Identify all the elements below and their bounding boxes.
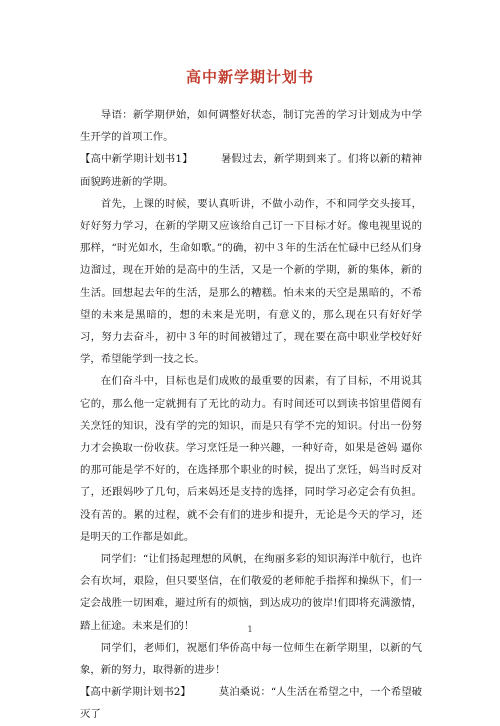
section-1-heading-line	[80, 148, 422, 192]
body-paragraph-1: 首先，上课的时候，要认真听讲，不做小动作，不和同学交头接耳，好好努力学习，在新的学期又应该给自己订一下目标才好。像电视里说的那样，“时光如水，生命如歌。”的确，初中３年的生活在忙碌中已经从们身边溜过，现在开始的是高中的生活，又是一个新的学期，新的集体，新的生活。回想起去年的生活，是那么的糟糕。怕未来的天空是黑暗的，不希望的未来是黑暗的，想的未来是光明，有意义的，那么现在只有好好学习，努力去奋斗，初中３年的时间被错过了，现在要在高中职业学校好好学，希望能学到一技之长。	[80, 197, 422, 366]
section-2-heading-line	[80, 681, 422, 725]
section-2-heading: 【高中新学期计划书2】	[80, 686, 191, 699]
intro-paragraph: 导语：新学期伊始，如何调整好状态，制订完善的学习计划成为中学生开学的首项工作。	[80, 109, 422, 144]
section-2-lead-text: 莫泊桑说：“人生活在希望之中，一个希望破灭了	[80, 686, 422, 721]
page-number: 1	[247, 625, 253, 634]
body-paragraph-4: 同学们，老师们，祝愿们华侨高中每一位师生在新学期里，以新的气象，新的努力，取得新的进步！	[80, 641, 422, 677]
document-title: 高中新学期计划书	[185, 68, 314, 86]
body-paragraph-3: 同学们：“让们扬起理想的风帆，在绚丽多彩的知识海洋中航行，也许会有坎坷，艰险，但只要坚信，在们敬爱的老师舵手指挥和操纵下，们一定会战胜一切困难，避过所有的烦恼，到达成功的彼岸!们即将充满激情，踏上征途。未来是们的！	[80, 553, 422, 632]
section-1-heading: 【高中新学期计划书1】	[80, 153, 193, 166]
section-1-lead-text: 暑假过去，新学期到来了。们将以新的精神面貌跨进新的学期。	[80, 153, 422, 188]
body-paragraph-2: 在们奋斗中，目标也是们成败的最重要的因素，有了目标，不用说其它的，那么他一定就拥有了无比的动力。有时间还可以到读书馆里借阅有关烹饪的知识，没有学的完的知识，而是只有学不完的知识。付出一份努力才会换取一份收获。学习烹饪是一种兴趣，一种好奇，如果是爸妈 逼你的那可能是学不好的，在选择那个职业的时候，提出了烹饪，妈当时反对了，还跟妈吵了几句，后来妈还是支持的选择，同时学习必定会有负担。没有苦的。累的过程，就不会有们的进步和提升，无论是今天的学习，还是明天的工作都是如此。	[80, 375, 422, 543]
